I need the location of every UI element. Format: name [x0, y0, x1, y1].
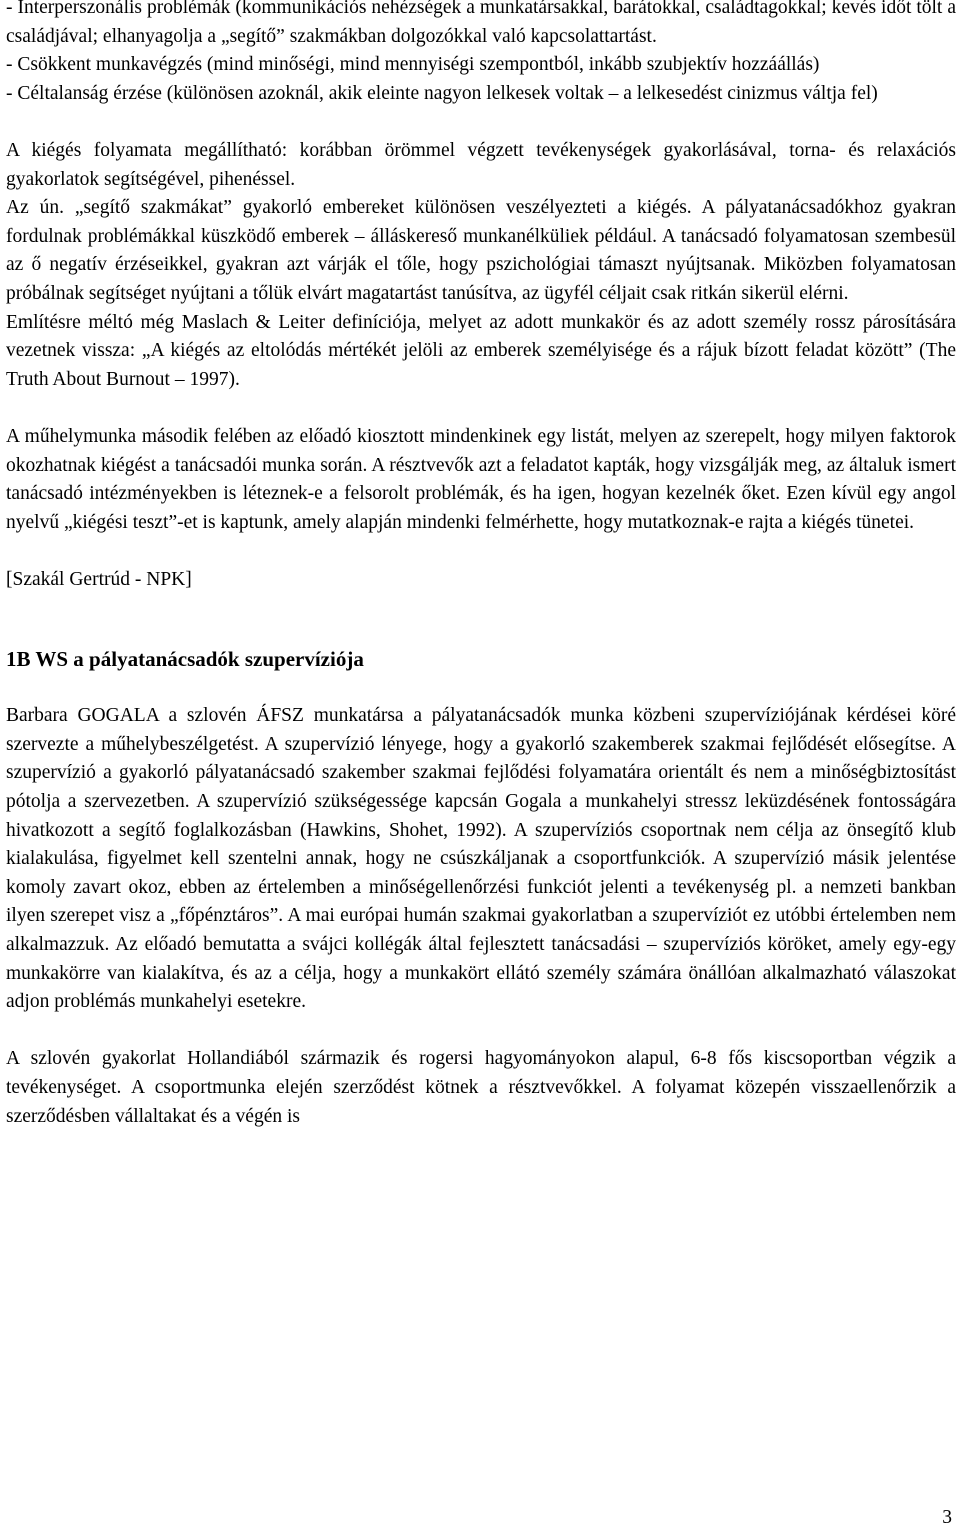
paragraph-maslach-leiter: Említésre méltó még Maslach & Leiter definíciója, melyet az adott munkakör és az adott személy rossz párosítására vezetnek vissza: „A kiégés az eltolódás mértékét jelöli az emberek személyisége és a rájuk bízott feladat között” (The Truth About Burnout – 1997).	[6, 311, 956, 390]
spacer	[6, 394, 956, 423]
spacer	[6, 623, 956, 645]
paragraph-burnout-stoppable: A kiégés folyamata megállítható: korábban örömmel végzett tevékenységek gyakorlásával, torna- és relaxációs gyakorlatok segítségével, pihenéssel.	[6, 139, 956, 190]
author-signature: [Szakál Gertrúd - NPK]	[6, 568, 192, 590]
section-heading: 1B WS a pályatanácsadók szupervíziója	[6, 647, 364, 672]
bullet-reduced-performance: - Csökkent munkavégzés (mind minőségi, mind mennyiségi szempontból, inkább szubjektív hozzáállás)	[6, 54, 820, 76]
paragraph-gogala-supervision: Barbara GOGALA a szlovén ÁFSZ munkatársa a pályatanácsadók munka közbeni szupervíziójának kérdései köré szervezte a műhelybeszélgetést. A szupervízió lényege, hogy a gyakorló szakemberek szakmai fejlődését elősegítse. A szupervízió a gyakorló pályatanácsadó szakember szakmai fejlődési folyamatára orientált és nem a minőségbiztosítást pótolja a szervezetben. A szupervízió szükségessége kapcsán Gogala a munkahelyi stressz leküzdésének fontosságára hivatkozott a segítő foglalkozásban (Hawkins, Shohet, 1992). A szupervíziós csoportnak nem célja az önsegítő klub kialakulása, figyelmet kell szentelni annak, hogy ne csúszkáljanak a csoportfunkciók. A szupervízió másik jelentése komoly zavart okoz, ebben az értelemben a minőségellenőrzési funkciót jelenti a tevékenység pl. a nemzeti bankban ilyen szerepet visz a „főpénztáros”. A mai európai humán szakmai gyakorlatban a szupervíziót ez utóbbi értelemben nem alkalmazzuk. Az előadó bemutatta a svájci kollégák által fejlesztett tanácsadási – szupervíziós köröket, amely egy-egy munkakörre van kialakítva, és az a célja, hogy a munkakört ellátó személy számára önállóan alkalmazható válaszokat adjon problémás munkahelyi esetekre.	[6, 705, 956, 1013]
spacer	[6, 674, 956, 703]
paragraph-workshop-second-half: A műhelymunka második felében az előadó kiosztott mindenkinek egy listát, melyen az szerepelt, hogy milyen faktorok okozhatnak kiégést a tanácsadói munka során. A résztvevők azt a feladatot kapták, hogy vizsgálják meg, az általuk ismert tanácsadó intézményekben is léteznek-e a felsorolt problémák, és ha igen, hogyan kezelnék őket. Ezen kívül egy angol nyelvű „kiégési teszt”-et is kaptunk, amely alapján mindenki felmérhette, hogy mutatkoznak-e rajta a kiégés tünetei.	[6, 425, 956, 533]
paragraph-helping-professions: Az ún. „segítő szakmákat” gyakorló embereket különösen veszélyezteti a kiégés. A pályatanácsadókhoz gyakran fordulnak problémákkal küszködő emberek – álláskereső munkanélküliek például. A tanácsadó folyamatosan szembesül az ő negatív érzéseikkel, gyakran azt várják el tőle, hogy pszichológiai támaszt nyújtsanak. Miközben folyamatosan próbálnak segítséget nyújtani a tőlük elvárt magatartást tanúsítva, az ügyfél céljait csak ritkán sikerül elérni.	[6, 197, 956, 304]
bullet-interpersonal: - Interperszonális problémák (kommunikációs nehézségek a munkatársakkal, barátokkal, családtagokkal; kevés időt tölt a családjával; elhanyagolja a „segítő” szakmákban dolgozókkal való kapcsolattartást.	[6, 0, 956, 47]
spacer	[6, 108, 956, 137]
document-page	[6, 0, 956, 1131]
page-number: 3	[942, 1507, 952, 1529]
paragraph-slovenian-practice: A szlovén gyakorlat Hollandiából származik és rogersi hagyományokon alapul, 6-8 fős kiscsoportban végzik a tevékenységet. A csoportmunka elején szerződést kötnek a résztvevőkkel. A folyamat közepén visszaellenőrzik a szerződésben vállaltakat és a végén is	[6, 1048, 956, 1127]
spacer	[6, 1017, 956, 1046]
spacer	[6, 537, 956, 566]
spacer	[6, 594, 956, 623]
bullet-aimlessness: - Céltalanság érzése (különösen azoknál, akik eleinte nagyon lelkesek voltak – a lelkesedést cinizmus váltja fel)	[6, 82, 878, 104]
